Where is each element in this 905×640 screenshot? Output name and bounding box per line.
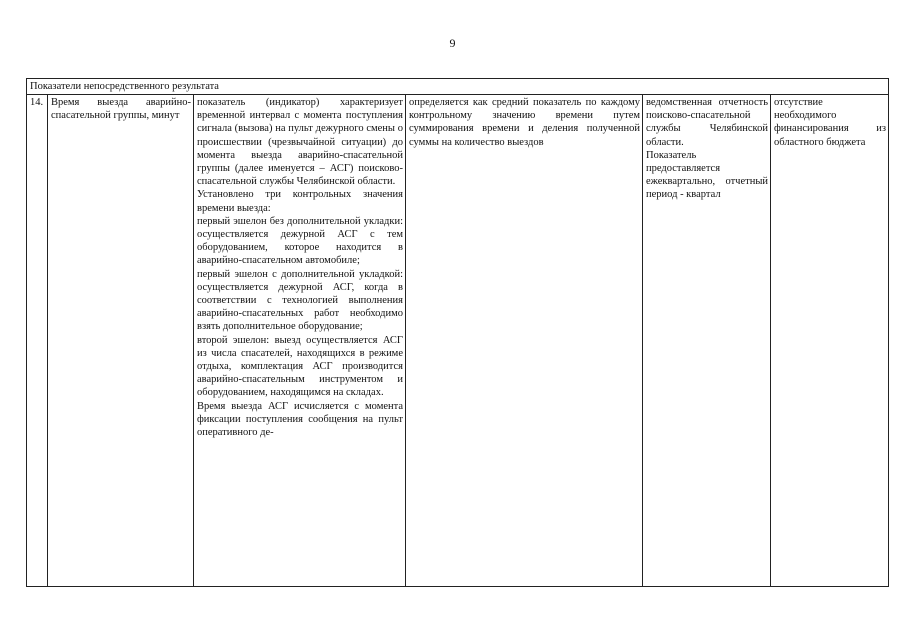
section-header-row [27, 79, 889, 95]
description-paragraph: Время выезда АСГ исчисляется с момента фиксации поступления сообщения на пульт оперативного де- [197, 400, 403, 439]
source-paragraph: Показатель предоставляется ежеквартально, отчетный период - квартал [646, 149, 768, 201]
description-paragraph: первый эшелон без дополнительной укладки: осуществляется дежурной АСГ с тем оборудованием, которое находится в аварийно-спасательном автомобиле; [197, 215, 403, 267]
description-paragraph: второй эшелон: выезд осуществляется АСГ из числа спасателей, находящихся в режиме отдыха, комплектация АСГ производится аварийно-спасательным инструментом и оборудованием, находящимся на складах. [197, 334, 403, 399]
indicator-name: Время выезда аварийно-спасательной группы, минут [48, 95, 194, 587]
page-number: 9 [449, 36, 456, 50]
description-paragraph: Установлено три контрольных значения времени выезда: [197, 189, 403, 214]
data-source [643, 95, 771, 587]
financing-note: отсутствие необходимого финансирования из областного бюджета [771, 95, 889, 587]
description-paragraph: первый эшелон с дополнительной укладкой: осуществляется дежурной АСГ, когда в соответствии с технологией выполнения аварийно-спасательных работ необходимо взять дополнительное оборудование; [197, 268, 403, 333]
section-title: Показатели непосредственного результата [27, 79, 889, 95]
source-paragraph: ведомственная отчетность поисково-спасательной службы Челябинской области. [646, 97, 768, 148]
table-row [27, 95, 889, 587]
description-paragraph: показатель (индикатор) характеризует временной интервал с момента поступления сигнала (вызова) на пульт дежурного смены о происшествии (чрезвычайной ситуации) до момента выезда аварийно-спасательной группы (далее именуется – АСГ) поисково-спасательной службы Челябинской области. [197, 97, 403, 188]
row-number: 14. [27, 95, 48, 587]
indicators-table [26, 78, 889, 587]
indicator-description [194, 95, 406, 587]
calculation-method: определяется как средний показатель по каждому контрольному значению времени путем суммирования времени и деления полученной суммы на количество выездов [406, 95, 643, 587]
